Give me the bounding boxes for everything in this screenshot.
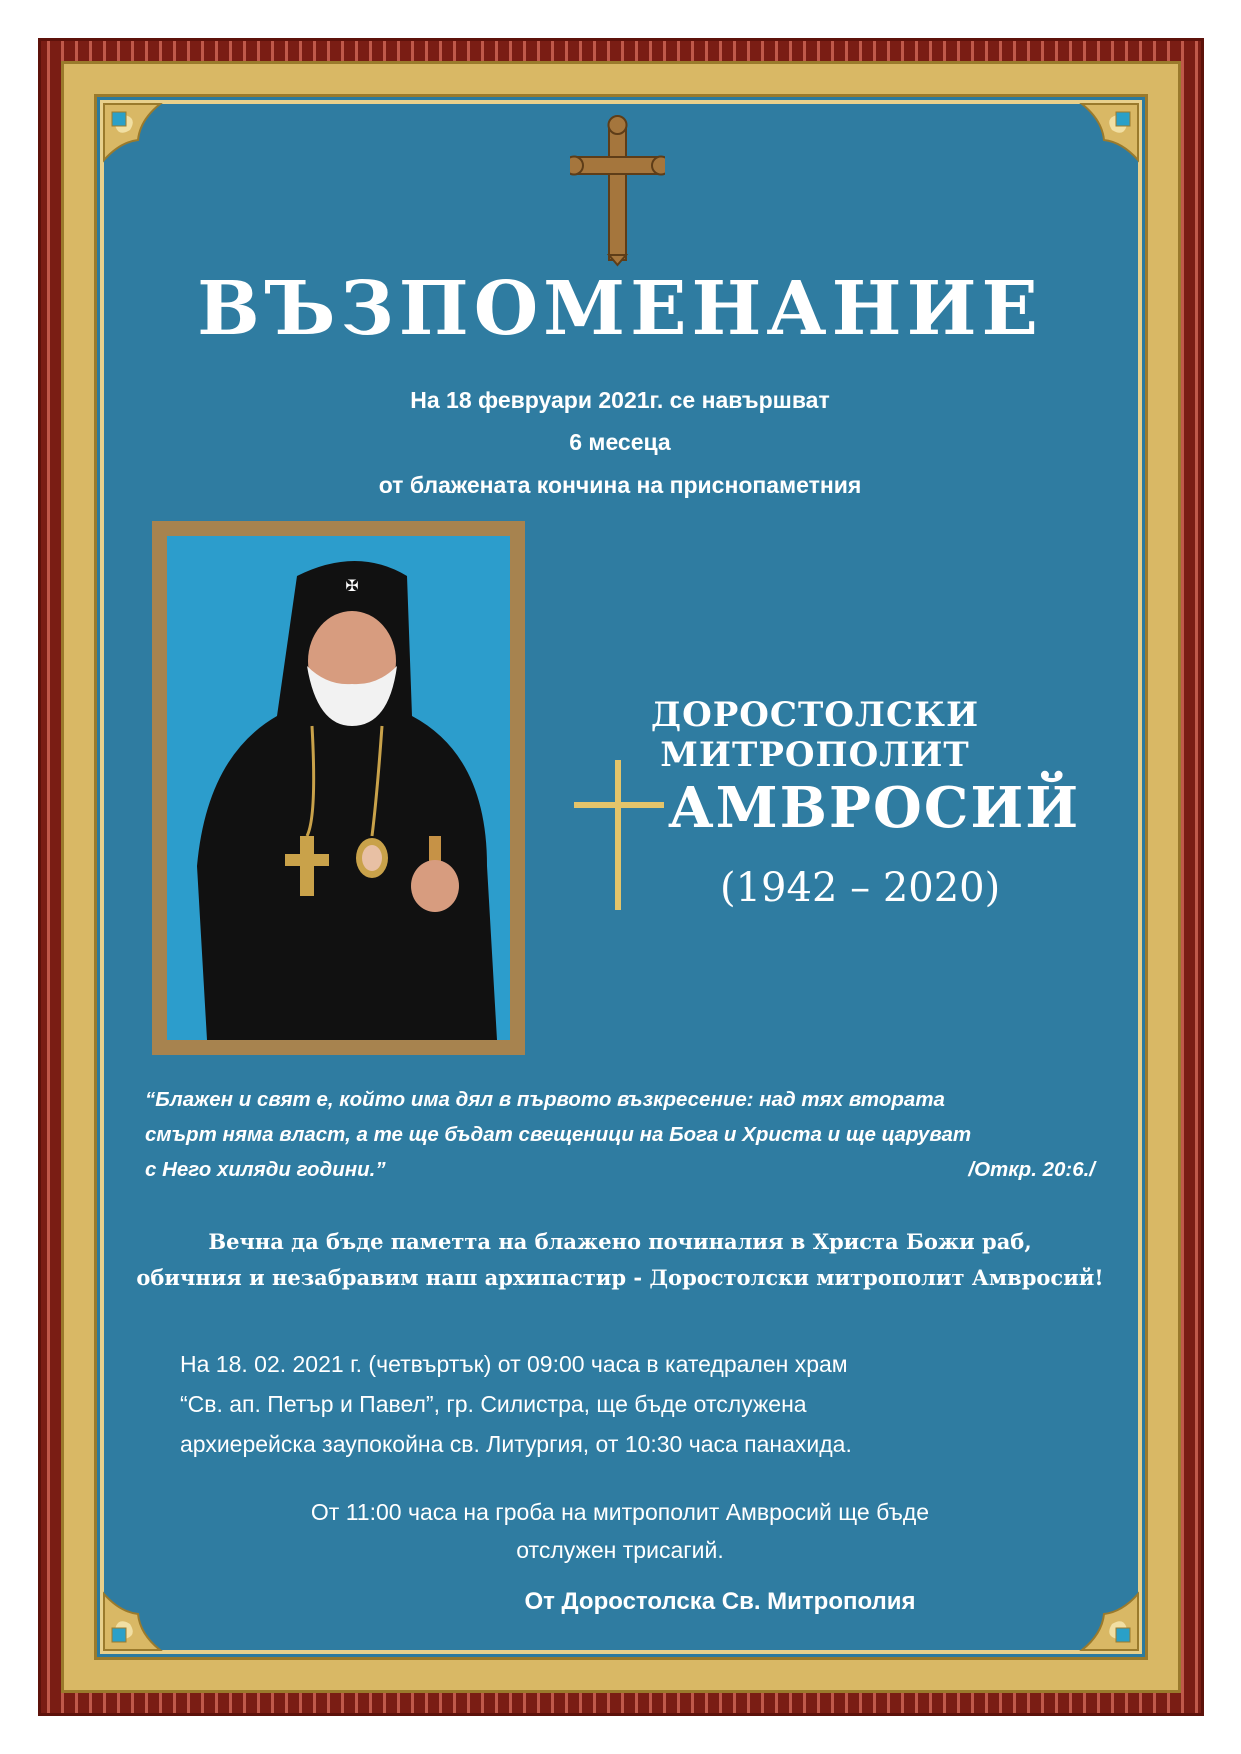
svg-text:✠: ✠ xyxy=(345,576,359,595)
grave-line-1: От 11:00 часа на гроба на митрополит Амвросий ще бъде xyxy=(310,1499,930,1525)
grave-line-2: отслужен трисагий. xyxy=(516,1537,724,1563)
eternal-memory-line-2: обичния и незабравим наш архипастир - Доростолски митрополит Амвросий! xyxy=(136,1265,1104,1290)
service-line-2: “Св. ап. Петър и Павел”, гр. Силистра, ще бъде отслужена xyxy=(180,1391,807,1417)
signature: От Доростолска Св. Митрополия xyxy=(524,1588,916,1615)
corner-ornament-icon xyxy=(100,100,210,210)
intro-line-2: 6 месеца xyxy=(569,429,671,455)
service-line-1: На 18. 02. 2021 г. (четвъртък) от 09:00 часа в катедрален храм xyxy=(180,1351,848,1377)
intro-line-1: На 18 февруари 2021г. се навършват xyxy=(410,387,830,413)
quote-line-2: смърт няма власт, а те ще бъдат свещеници на Бога и Христа и ще царуват xyxy=(145,1123,972,1146)
quote-reference: /Откр. 20:6./ xyxy=(968,1158,1095,1181)
quote-line-1: “Блажен и свят е, който има дял в първото възкресение: над тях втората xyxy=(145,1088,945,1111)
page-title: ВЪЗПОМЕНАНИЕ xyxy=(197,266,1043,352)
portrait-photo xyxy=(152,521,525,1055)
eternal-memory xyxy=(120,1224,1120,1296)
scripture-quote xyxy=(145,1082,1095,1187)
quote-line-3: с Него хиляди години.” xyxy=(145,1158,386,1181)
service-line-3: архиерейска заупокойна св. Литургия, от 10:30 часа панахида. xyxy=(180,1431,852,1457)
corner-ornament-icon xyxy=(1032,100,1142,210)
life-years: (1942 – 2020) xyxy=(720,865,1001,911)
memorial-cross-icon xyxy=(574,760,664,910)
person-name: АМВРОСИЙ xyxy=(668,775,1081,841)
grave-service xyxy=(180,1493,1060,1569)
orthodox-cross-icon xyxy=(570,115,665,267)
metropolitan-rank: ДОРОСТОЛСКИ МИТРОПОЛИТ xyxy=(650,695,980,775)
eternal-memory-line-1: Вечна да бъде паметта на блажено починалия в Христа Божи раб, xyxy=(208,1229,1032,1254)
service-announcement xyxy=(180,1344,1060,1464)
intro-line-3: от блажената кончина на приснопаметния xyxy=(378,472,862,498)
